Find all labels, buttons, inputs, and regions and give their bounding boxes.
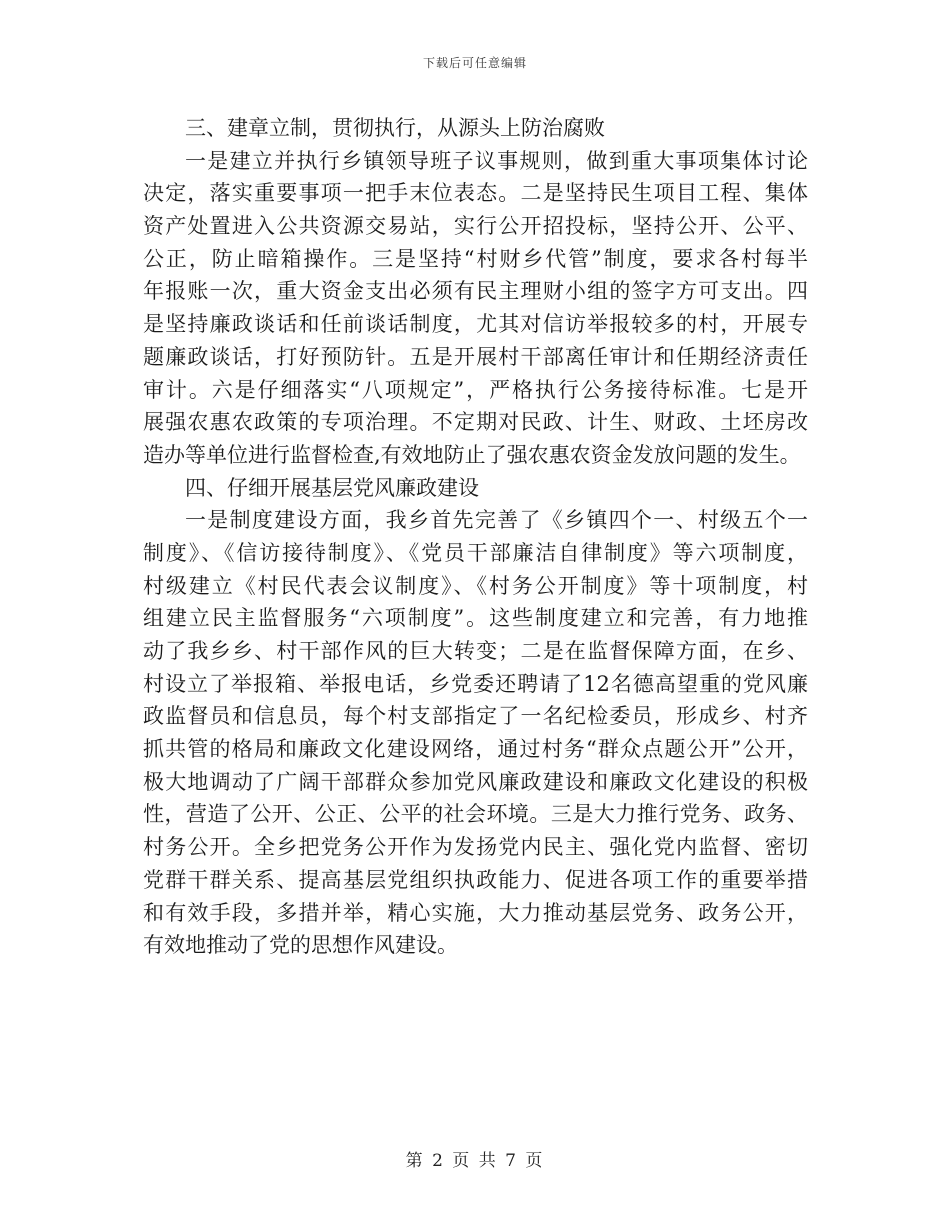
text-line: 造办等单位进行监督检查,有效地防止了强农惠农资金发放问题的发生。 [143, 442, 801, 467]
text-line: 资产处置进入公共资源交易站，实行公开招投标，坚持公开、公平、 [143, 214, 808, 239]
text-line: 是坚持廉政谈话和任前谈话制度，尤其对信访举报较多的村，开展专 [143, 312, 808, 337]
text-line: 公正，防止暗箱操作。三是坚持“村财乡代管”制度，要求各村每半 [143, 246, 808, 271]
text-line: 制度》、《信访接待制度》、《党员干部廉洁自律制度》等六项制度， [143, 540, 808, 565]
text-line: 决定，落实重要事项一把手末位表态。二是坚持民生项目工程、集体 [143, 181, 808, 206]
text-line: 有效地推动了党的思想作风建设。 [143, 933, 458, 958]
text-line: 题廉政谈话，打好预防针。五是开展村干部离任审计和任期经济责任 [143, 344, 808, 369]
text-line: 展强农惠农政策的专项治理。不定期对民政、计生、财政、土坯房改 [143, 410, 808, 435]
text-line: 年报账一次，重大资金支出必须有民主理财小组的签字方可支出。四 [143, 279, 808, 304]
page-header-note: 下载后可任意编辑 [422, 56, 527, 70]
text-line: 村设立了举报箱、举报电话，乡党委还聘请了12名德高望重的党风廉 [143, 671, 808, 696]
text-line: 村务公开。全乡把党务公开作为发扬党内民主、强化党内监督、密切 [143, 835, 808, 860]
page-number-footer: 第 2 页 共 7 页 [405, 1151, 545, 1171]
text-line: 一是制度建设方面，我乡首先完善了《乡镇四个一、村级五个一 [185, 508, 808, 533]
text-line: 四、仔细开展基层党风廉政建设 [185, 475, 479, 500]
text-line: 抓共管的格局和廉政文化建设网络，通过村务“群众点题公开”公开， [143, 737, 808, 762]
text-line: 性，营造了公开、公正、公平的社会环境。三是大力推行党务、政务、 [143, 802, 808, 827]
text-line: 极大地调动了广阔干部群众参加党风廉政建设和廉政文化建设的积极 [143, 769, 808, 794]
text-line: 党群干群关系、提高基层党组织执政能力、促进各项工作的重要举措 [143, 867, 808, 892]
text-line: 一是建立并执行乡镇领导班子议事规则，做到重大事项集体讨论 [185, 148, 808, 173]
text-line: 组建立民主监督服务“六项制度”。这些制度建立和完善，有力地推 [143, 606, 808, 631]
text-line: 三、建章立制，贯彻执行，从源头上防治腐败 [185, 116, 605, 140]
document-body [143, 112, 808, 962]
text-line: 村级建立《村民代表会议制度》、《村务公开制度》等十项制度，村 [143, 573, 808, 598]
text-line: 动了我乡乡、村干部作风的巨大转变；二是在监督保障方面，在乡、 [143, 639, 808, 663]
text-line: 和有效手段，多措并举，精心实施，大力推动基层党务、政务公开， [143, 900, 808, 925]
text-line: 政监督员和信息员，每个村支部指定了一名纪检委员，形成乡、村齐 [143, 704, 808, 729]
text-line: 审计。六是仔细落实“八项规定”，严格执行公务接待标准。七是开 [143, 377, 808, 402]
